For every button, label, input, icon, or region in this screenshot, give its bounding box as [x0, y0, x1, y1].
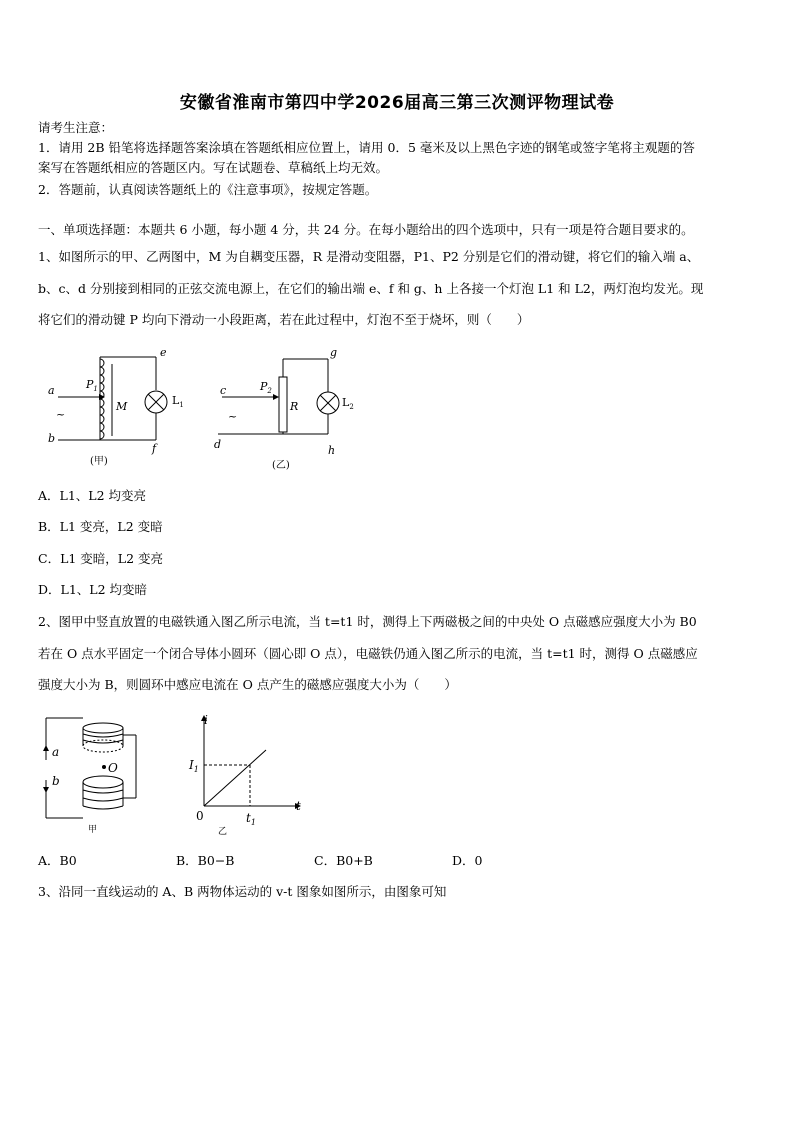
q1-option-a: A．L1、L2 均变亮: [38, 488, 147, 503]
label-b2: b: [52, 774, 60, 788]
circuit-jia: [58, 357, 167, 440]
q2-option-a: A．B0: [38, 853, 77, 868]
q3-line-1: 3、沿同一直线运动的 A、B 两物体运动的 v-t 图象如图所示，由图象可知: [38, 884, 447, 899]
ac-source-symbol-2: ~: [228, 410, 238, 423]
point-o: [102, 765, 106, 769]
axis-t: t: [296, 799, 301, 813]
label-e: e: [160, 346, 167, 359]
q2-option-c: C．B0+B: [314, 853, 373, 868]
label-p2: $P_2$: [260, 380, 272, 395]
label-t1: $t_1$: [246, 811, 256, 827]
label-a2: a: [52, 745, 60, 759]
label-c: c: [220, 384, 227, 397]
axis-i: i: [204, 713, 208, 727]
notice-heading: 请考生注意：: [38, 120, 114, 135]
q1-option-d: D．L1、L2 均变暗: [38, 582, 148, 597]
label-l2: $L_2$: [342, 396, 354, 411]
q2-line-3: 强度大小为 B，则圆环中感应电流在 O 点产生的磁感应强度大小为（ ）: [38, 677, 457, 692]
label-o: O: [108, 761, 118, 775]
q1-circuit-figure: [38, 344, 368, 474]
label-i1: $I_1$: [189, 758, 199, 774]
origin-label: 0: [196, 809, 204, 823]
caption-yi-2: 乙: [218, 827, 228, 837]
notice-item-2: 2．答题前，认真阅读答题纸上的《注意事项》，按规定答题。: [38, 182, 378, 197]
q1-option-b: B．L1 变亮，L2 变暗: [38, 519, 163, 534]
label-b: b: [48, 432, 56, 445]
page-title: 安徽省淮南市第四中学2026届高三第三次测评物理试卷: [179, 93, 615, 113]
label-h: h: [328, 444, 336, 457]
label-m: M: [116, 400, 128, 413]
ac-source-symbol: ~: [56, 408, 66, 421]
caption-jia-2: 甲: [88, 825, 98, 835]
section-heading: 一、单项选择题：本题共 6 小题，每小题 4 分，共 24 分。在每小题给出的四个选项中，只有一项是符合题目要求的。: [38, 222, 694, 237]
label-f: f: [152, 442, 157, 455]
label-a: a: [48, 384, 55, 397]
electromagnet-jia: [46, 718, 136, 818]
label-g: g: [330, 346, 338, 359]
label-d: d: [214, 438, 222, 451]
current-graph: [204, 716, 300, 806]
q2-figure: [38, 710, 318, 840]
label-p1: $P_1$: [86, 378, 98, 393]
notice-item-1-line-1: 1．请用 2B 铅笔将选择题答案涂填在答题纸相应位置上，请用 0．5 毫米及以上黑色字迹的钢笔或签字笔将主观题的答: [38, 140, 695, 155]
label-l1: $L_1$: [172, 394, 184, 409]
q1-line-3: 将它们的滑动键 P 均向下滑动一小段距离，若在此过程中，灯泡不至于烧坏，则（ ）: [38, 312, 530, 327]
q2-option-b: B．B0−B: [176, 853, 235, 868]
q1-line-2: b、c、d 分别接到相同的正弦交流电源上，在它们的输出端 e、f 和 g、h 上各接一个灯泡 L1 和 L2，两灯泡均发光。现: [38, 281, 704, 296]
caption-jia: (甲): [90, 456, 108, 467]
q2-line-1: 2、图甲中竖直放置的电磁铁通入图乙所示电流，当 t=t1 时，测得上下两磁极之间的中央处 O 点磁感应强度大小为 B0: [38, 614, 697, 629]
q2-line-2: 若在 O 点水平固定一个闭合导体小圆环（圆心即 O 点），电磁铁仍通入图乙所示的电流，当 t=t1 时，测得 O 点磁感应: [38, 646, 698, 661]
current-line: [204, 750, 266, 806]
q1-option-c: C．L1 变暗，L2 变亮: [38, 551, 164, 566]
caption-yi: (乙): [272, 460, 290, 471]
q2-option-d: D．0: [452, 853, 483, 868]
notice-item-1-line-2: 案写在答题纸相应的答题区内。写在试题卷、草稿纸上均无效。: [38, 160, 389, 175]
q1-line-1: 1、如图所示的甲、乙两图中，M 为自耦变压器，R 是滑动变阻器，P1、P2 分别是它们的滑动键，将它们的输入端 a、: [38, 249, 700, 264]
label-r: R: [290, 400, 299, 413]
